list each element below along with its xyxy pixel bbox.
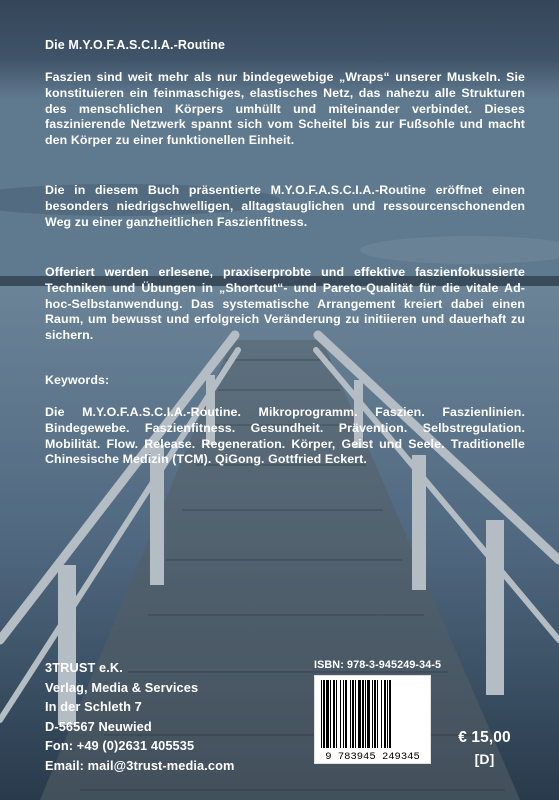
blurb-paragraph-2: Die in diesem Buch präsentierte M.Y.O.F.A.S.C.I.A.-Routine eröffnet einen besonders niedrigschwelligen, alltagstauglichen und ressourcenschonenden Weg zu einer ganzheitlichen Faszienfitness. [45,183,525,229]
isbn-barcode [314,675,431,764]
barcode-bars [315,676,430,763]
blurb-paragraph-3: Offeriert werden erlesene, praxiserprobte und effektive faszienfokussierte Techniken und Übungen in „Shortcut“- und Pareto-Qualität für die vitale Ad-hoc-Selbstanwendung. Das systematische Arrangement kreiert dabei einen Raum, um bewusst und erfolgreich Veränderung zu initiieren und dauerhaft zu sichern. [45,265,525,343]
blurb-paragraph-1: Faszien sind weit mehr als nur bindegewebige „Wraps“ unserer Muskeln. Sie konstituieren ein feinmaschiges, elastisches Netz, das nahezu alle Strukturen des menschlichen Körpers umhüllt und miteinander verbindet. Dieses faszinierende Netzwerk spannt sich vom Scheitel bis zur Fußsohle und macht den Körper zu einer funktionellen Einheit. [45,70,525,148]
publisher-phone: Fon: +49 (0)2631 405535 [45,738,195,753]
publisher-email: Email: mail@3trust-media.com [45,757,235,773]
keywords-label: Keywords: [45,373,110,387]
price: € 15,00 [458,729,511,746]
book-title: Die M.Y.O.F.A.S.C.I.A.-Routine [45,38,226,52]
publisher-city: D-56567 Neuwied [45,718,152,734]
publisher-name: 3TRUST e.K. [45,660,123,675]
barcode-digits: 9 783945 249345 [325,751,420,763]
isbn-label: ISBN: 978-3-945249-34-5 [314,659,442,671]
keywords-list: Die M.Y.O.F.A.S.C.I.A.-Routine. Mikroprogramm. Faszien. Faszienlinien. Bindegewebe. Faszienfitness. Gesundheit. Prävention. Selbstregulation. Mobilität. Flow. Release. Regeneration. Körper, Geist und Seele. Traditionelle Chinesische Medizin (TCM). QiGong. Gottfried Eckert. [45,405,525,467]
price-region: [D] [474,751,495,767]
publisher-street: In der Schleth 7 [45,699,142,714]
publisher-tagline: Verlag, Media & Services [45,679,199,695]
publisher-block [45,658,305,775]
